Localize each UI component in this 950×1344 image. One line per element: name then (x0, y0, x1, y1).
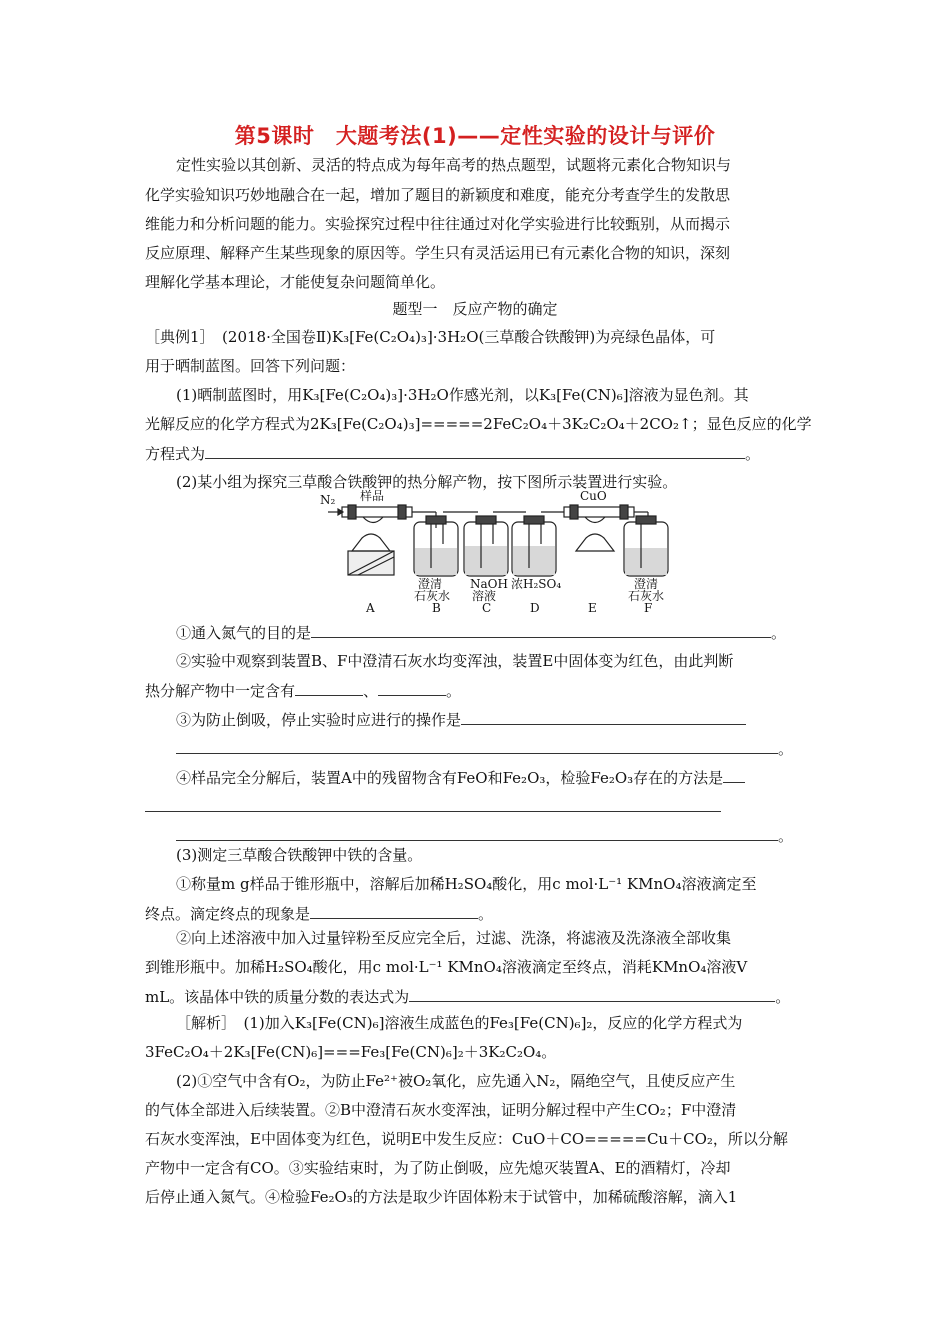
intro-line: 化学实验知识巧妙地融合在一起，增加了题目的新颖度和难度，能充分考查学生的发散思 (145, 186, 731, 204)
b-reagent-label: 澄清 (418, 577, 443, 591)
apparatus-diagram (318, 488, 670, 612)
sub-question-line: ②向上述溶液中加入过量锌粉至反应完全后，过滤、洗涤，将滤液及洗涤液全部收集 (176, 929, 732, 947)
d-reagent-label: 浓H₂SO₄ (511, 577, 562, 591)
question-1-line: (1)晒制蓝图时，用K₃[Fe(C₂O₄)₃]·3H₂O作感光剂，以K₃[Fe(CN)₆]溶液为显色剂。其 (176, 386, 749, 404)
cuo-label: CuO (580, 489, 607, 503)
sub-question-end: 。 (778, 827, 794, 845)
sub-question-end: 。 (775, 988, 791, 1006)
question-1-end: 。 (745, 445, 761, 463)
sub-question-text: mL。该晶体中铁的质量分数的表达式为 (145, 988, 410, 1006)
intro-line: 理解化学基本理论，才能使复杂问题简单化。 (145, 273, 446, 291)
answer-blank[interactable] (310, 903, 478, 919)
question-1-line: 光解反应的化学方程式为2K₃[Fe(C₂O₄)₃]=====2FeC₂O₄＋3K₂C₂O₄＋2CO₂↑；显色反应的化学 (145, 415, 812, 433)
answer-blank[interactable] (409, 986, 775, 1002)
answer-blank[interactable] (311, 622, 771, 638)
analysis-line: 后停止通入氮气。④检验Fe₂O₃的方法是取少许固体粉末于试管中，加稀硫酸溶解，滴入1 (145, 1188, 738, 1206)
question-1-text: 方程式为 (145, 445, 206, 463)
example-line: ［典例1］ (2018·全国卷Ⅱ)K₃[Fe(C₂O₄)₃]·3H₂O(三草酸合铁酸钾)为亮绿色晶体，可 (145, 328, 716, 346)
answer-blank[interactable] (176, 825, 778, 841)
analysis-line: 的气体全部进入后续装置。②B中澄清石灰水变浑浊，证明分解过程中产生CO₂；F中澄清 (145, 1101, 737, 1119)
sub-question-line: 到锥形瓶中。加稀H₂SO₄酸化，用c mol·L⁻¹ KMnO₄溶液滴定至终点，消耗KMnO₄溶液V (145, 958, 748, 976)
sub-question-line: ②实验中观察到装置B、F中澄清石灰水均变浑浊，装置E中固体变为红色，由此判断 (176, 652, 734, 670)
question-3-line: (3)测定三草酸合铁酸钾中铁的含量。 (176, 846, 423, 864)
apparatus-letter: D (530, 601, 540, 612)
answer-blank[interactable] (461, 709, 746, 725)
intro-line: 定性实验以其创新、灵活的特点成为每年高考的热点题型，试题将元素化合物知识与 (176, 156, 732, 174)
analysis-line: ［解析］ (1)加入K₃[Fe(CN)₆]溶液生成蓝色的Fe₃[Fe(CN)₆]₂，反应的化学方程式为 (176, 1014, 743, 1032)
sub-question-line (176, 709, 810, 730)
sub-question-line (176, 738, 810, 759)
analysis-line: 石灰水变浑浊，E中固体变为红色，说明E中发生反应：CuO＋CO=====Cu＋CO₂，所以分解 (145, 1130, 788, 1148)
answer-blank[interactable] (378, 680, 446, 696)
intro-line: 反应原理、解释产生某些现象的原因等。学生只有灵活运用已有元素化合物的知识，深刻 (145, 244, 731, 262)
sub-question-line (145, 680, 810, 701)
question-1-line (145, 443, 810, 464)
f-reagent-label: 澄清 (634, 577, 659, 591)
example-line: 用于晒制蓝图。回答下列问题： (145, 357, 356, 375)
section-heading: 题型一 反应产物的确定 (392, 300, 558, 318)
sub-question-text: 热分解产物中一定含有 (145, 682, 296, 700)
apparatus-letter: C (482, 601, 492, 612)
sub-question-line (176, 622, 810, 643)
apparatus-letter: B (432, 601, 441, 612)
f-reagent-label: 石灰水 (628, 589, 665, 603)
answer-blank[interactable] (205, 443, 745, 459)
c-reagent-label: NaOH (470, 577, 508, 591)
sub-question-line (145, 796, 810, 817)
answer-blank[interactable] (295, 680, 363, 696)
sub-question-end: 。 (771, 624, 787, 642)
sub-question-text: ③为防止倒吸，停止实验时应进行的操作是 (176, 711, 462, 729)
sub-question-line (145, 986, 810, 1007)
analysis-line: (2)①空气中含有O₂，为防止Fe²⁺被O₂氧化，应先通入N₂，隔绝空气，且使反应产生 (176, 1072, 736, 1090)
sub-question-line: ①称量m g样品于锥形瓶中，溶解后加稀H₂SO₄酸化，用c mol·L⁻¹ KMnO₄溶液滴定至 (176, 875, 757, 893)
sub-question-end: 。 (778, 740, 794, 758)
page-title: 第5课时 大题考法(1)——定性实验的设计与评价 (234, 124, 716, 148)
sub-question-text: ④样品完全分解后，装置A中的残留物含有FeO和Fe₂O₃，检验Fe₂O₃存在的方法是 (176, 769, 724, 787)
answer-blank[interactable] (176, 738, 778, 754)
sub-question-text: ①通入氮气的目的是 (176, 624, 312, 642)
sub-question-line (176, 767, 810, 788)
analysis-line: 产物中一定含有CO。③实验结束时，为了防止倒吸，应先熄灭装置A、E的酒精灯，冷却 (145, 1159, 731, 1177)
question-2-line: (2)某小组为探究三草酸合铁酸钾的热分解产物，按下图所示装置进行实验。 (176, 473, 678, 491)
answer-blank[interactable] (145, 796, 721, 812)
separator-text: 、 (363, 682, 379, 700)
sub-question-end: 。 (478, 905, 494, 923)
sub-question-line (145, 903, 810, 924)
sub-question-end: 。 (446, 682, 462, 700)
apparatus-letter: F (644, 601, 653, 612)
sub-question-line (176, 825, 810, 846)
sub-question-text: 终点。滴定终点的现象是 (145, 905, 311, 923)
apparatus-letter: E (588, 601, 597, 612)
b-reagent-label: 石灰水 (414, 589, 451, 603)
n2-label: N₂ (320, 493, 336, 507)
answer-blank[interactable] (723, 767, 745, 783)
sample-label: 样品 (360, 489, 385, 503)
c-reagent-label: 溶液 (472, 589, 497, 603)
analysis-line: 3FeC₂O₄＋2K₃[Fe(CN)₆]===Fe₃[Fe(CN)₆]₂＋3K₂C₂O₄。 (145, 1043, 557, 1061)
intro-line: 维能力和分析问题的能力。实验探究过程中往往通过对化学实验进行比较甄别，从而揭示 (145, 215, 731, 233)
apparatus-letter: A (366, 601, 375, 612)
